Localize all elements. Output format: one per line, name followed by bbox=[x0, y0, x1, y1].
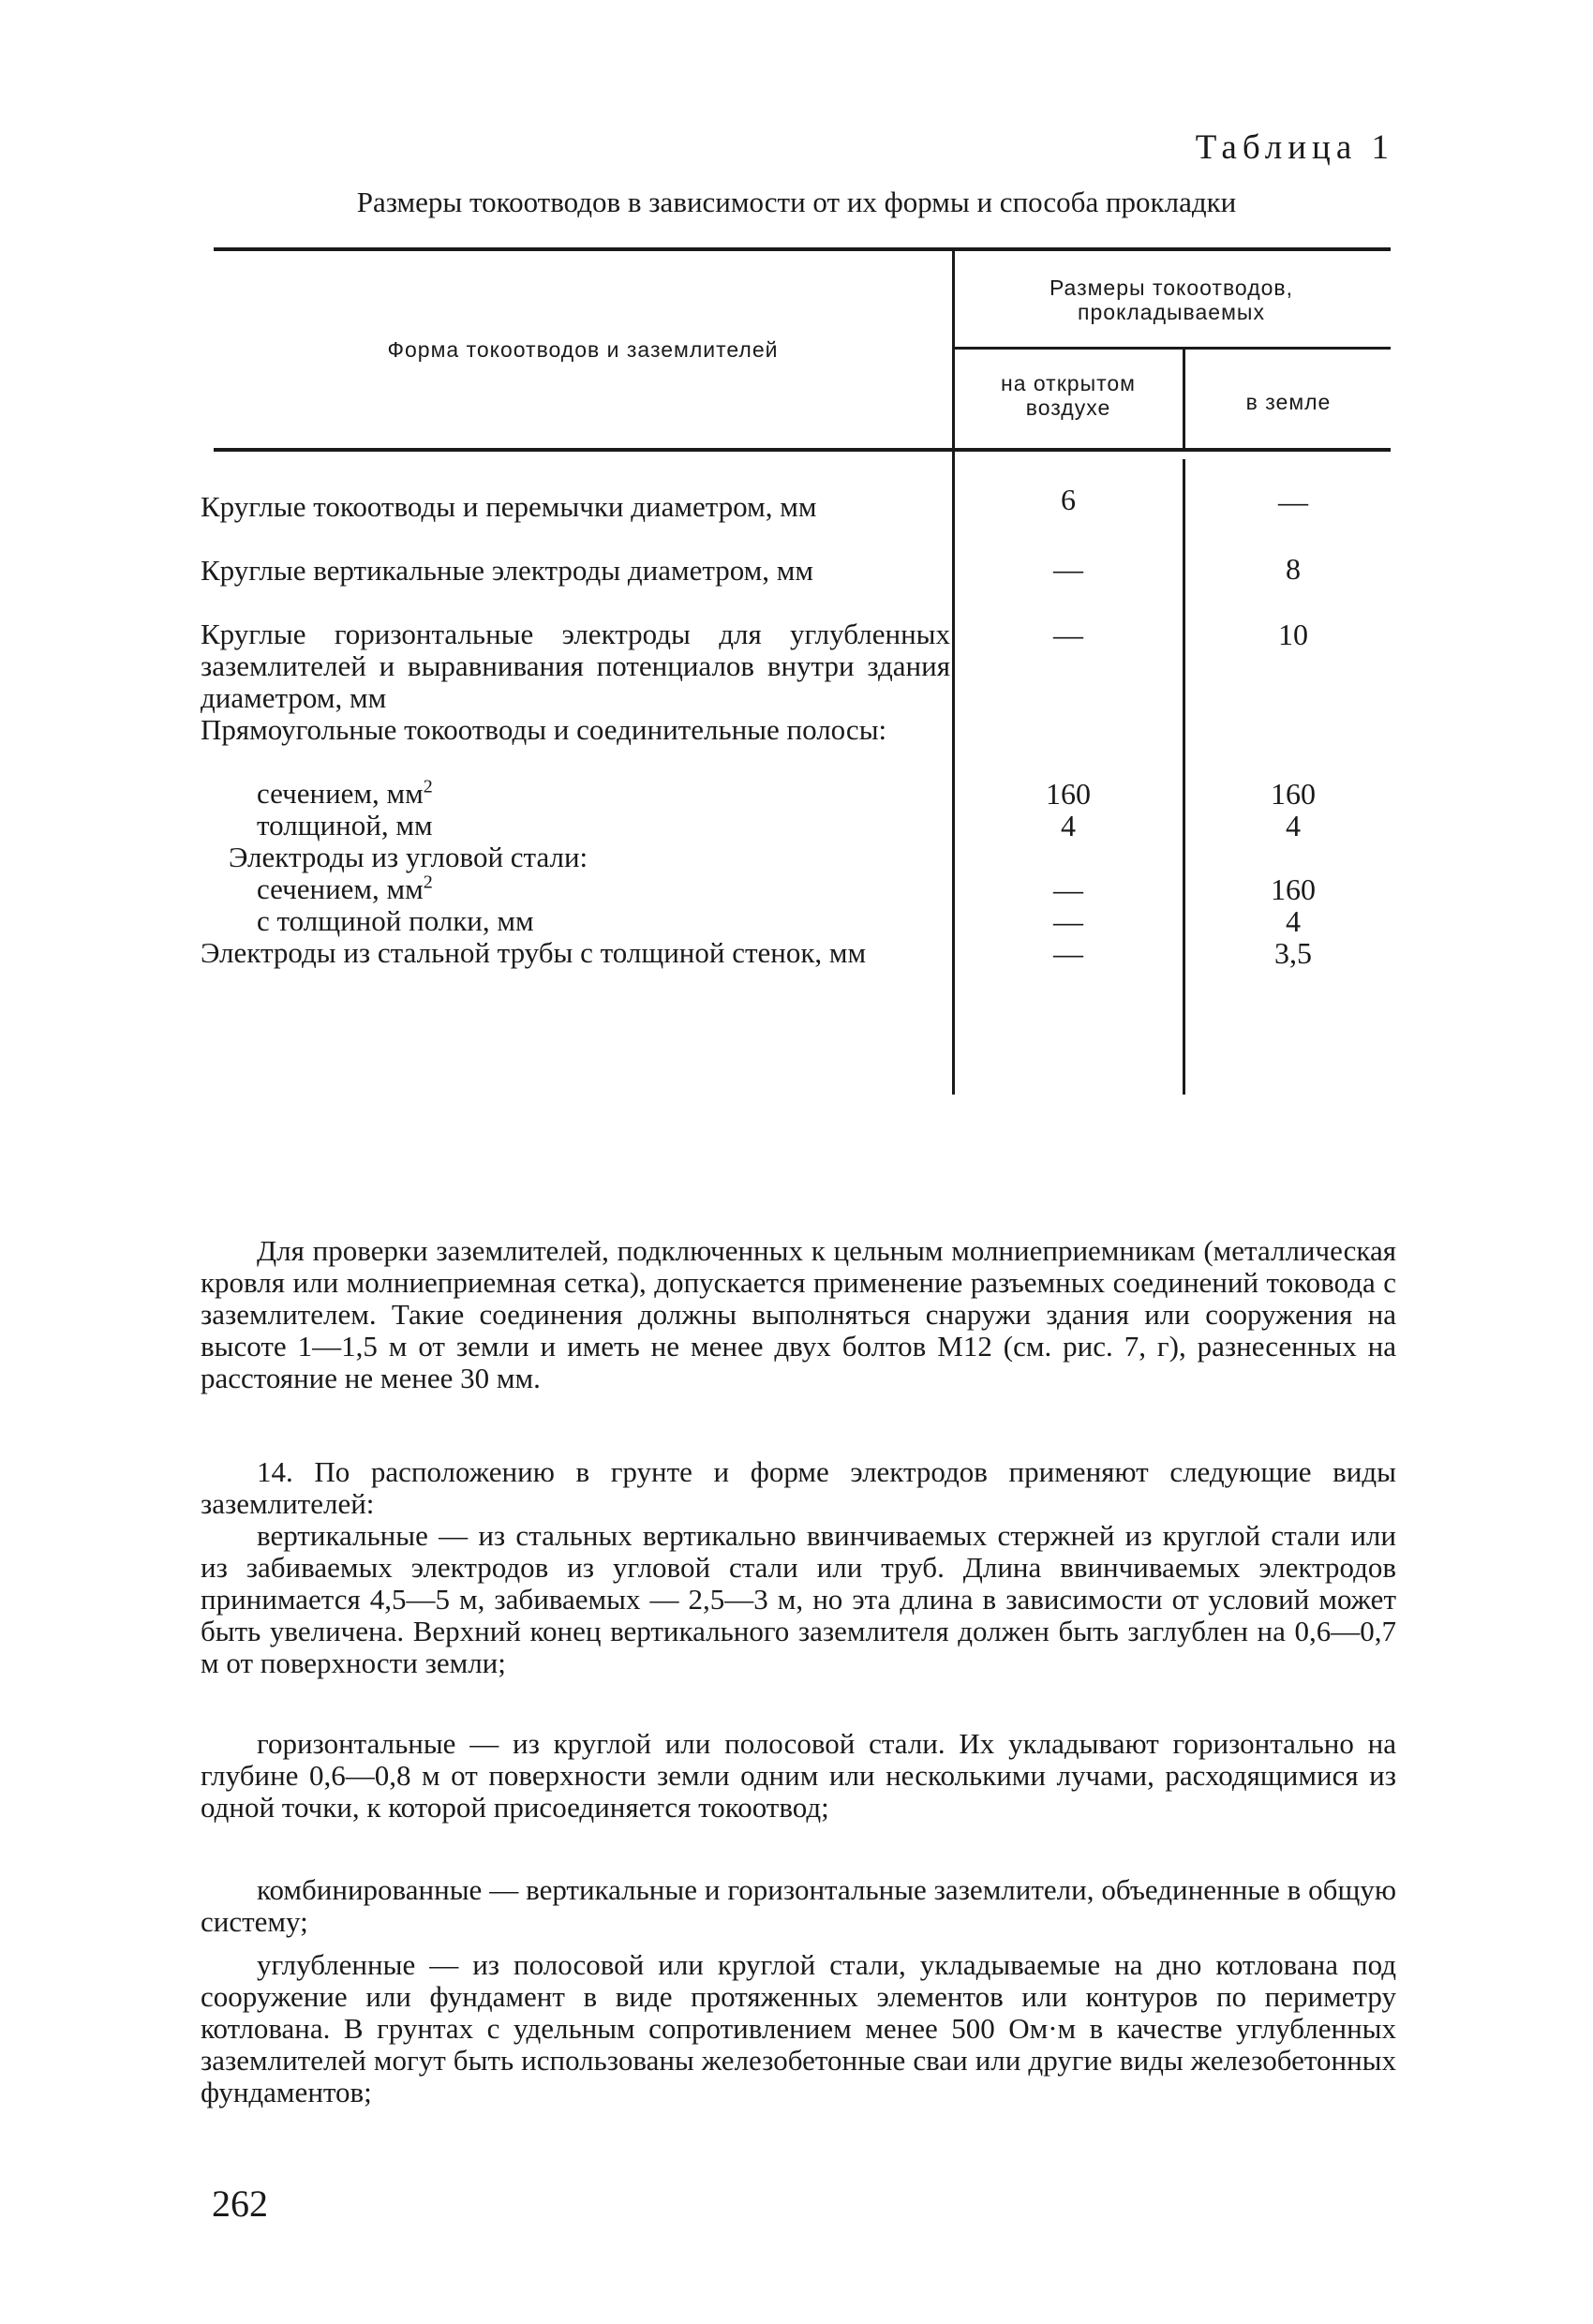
row-label-7: Электроды из угловой стали: bbox=[229, 841, 588, 873]
paragraph-1: Для проверки заземлителей, подключенных к цельным молниеприемникам (металлическая кровля или молниеприемная сетка), допускается применение разъемных соединений токовода с заземлителем. Такие соединения должны выполняться снаружи здания или сооружения на высоте 1—1,5 м от земли и иметь не менее двух болтов М12 (см. рис. 7, г), разнесенных на расстояние не менее 30 мм. bbox=[201, 1234, 1396, 1394]
cell-ground-6: 4 bbox=[1286, 809, 1301, 842]
paragraph-2: 14. По расположению в грунте и форме электродов применяют следующие виды заземлителей: bbox=[201, 1455, 1396, 1520]
header-form: Форма токоотводов и заземлителей bbox=[387, 337, 779, 362]
paragraph-6: углубленные — из полосовой или круглой стали, укладываемые на дно котлована под сооружение или фундамент в виде протяженных элементов или контуров по периметру котлована. В грунтах с удельным сопротивлением менее 500 Ом·м в качестве углубленных заземлителей могут быть использованы железобетонные сваи или другие виды железобетонных фундаментов; bbox=[201, 1948, 1396, 2108]
cell-open-air-9: — bbox=[1053, 904, 1083, 938]
table-column-divider-2-body bbox=[1183, 459, 1185, 1095]
paragraph-4: горизонтальные — из круглой или полосовой стали. Их укладывают горизонтально на глубине 0,6—0,8 м от поверхности земли одним или несколькими лучами, расходящимися из одной точки, к которой присоединяется токоотвод; bbox=[201, 1727, 1396, 1824]
table-column-divider-2 bbox=[1183, 349, 1185, 448]
table-top-rule bbox=[214, 247, 1391, 251]
cell-ground-5: 160 bbox=[1271, 777, 1316, 811]
header-ground: в земле bbox=[1245, 390, 1332, 414]
cell-open-air-6: 4 bbox=[1061, 809, 1076, 842]
cell-open-air-8: — bbox=[1053, 872, 1083, 906]
table-label: Таблица 1 bbox=[1195, 128, 1394, 167]
row-label-5: сечением, $мм^2$ bbox=[257, 776, 433, 810]
header-open-air: на открытом воздухе bbox=[1001, 371, 1136, 420]
table-column-divider-1 bbox=[952, 251, 955, 1095]
row-label-6: толщиной, мм bbox=[257, 809, 433, 842]
cell-ground-9: 4 bbox=[1286, 904, 1301, 938]
row-label-2: Круглые вертикальные электроды диаметром, мм bbox=[201, 554, 814, 587]
paragraph-3: вертикальные — из стальных вертикально ввинчиваемых стержней из круглой стали или из забиваемых электродов из угловой стали или труб. Длина ввинчиваемых электродов принимается 4,5—5 м, забиваемых — 2,5—3 м, но эта длина в зависимости от условий может быть увеличена. Верхний конец вертикального заземлителя должен быть заглублен на 0,6—0,7 м от поверхности земли; bbox=[201, 1519, 1396, 1679]
row-label-10: Электроды из стальной трубы с толщиной стенок, мм bbox=[201, 936, 867, 969]
cell-open-air-1: 6 bbox=[1061, 483, 1076, 516]
cell-ground-2: 8 bbox=[1286, 552, 1301, 586]
paragraph-5: комбинированные — вертикальные и горизонтальные заземлители, объединенные в общую систему; bbox=[201, 1873, 1396, 1938]
row-label-4: Прямоугольные токоотводы и соединительные полосы: bbox=[201, 713, 887, 746]
table-caption: Размеры токоотводов в зависимости от их формы и способа прокладки bbox=[356, 186, 1237, 218]
table-subheader-rule bbox=[954, 347, 1391, 350]
cell-ground-3: 10 bbox=[1278, 618, 1308, 651]
row-label-1: Круглые токоотводы и перемычки диаметром, мм bbox=[201, 490, 817, 523]
page-number: 262 bbox=[212, 2182, 268, 2225]
row-label-3: Круглые горизонтальные электроды для углубленных заземлителей и выравнивания потенциалов внутри здания диаметром, мм bbox=[201, 618, 950, 714]
cell-open-air-3: — bbox=[1053, 618, 1083, 651]
table-header-bottom-rule bbox=[214, 448, 1391, 452]
cell-ground-8: 160 bbox=[1271, 872, 1316, 906]
row-label-9: с толщиной полки, мм bbox=[257, 904, 534, 937]
header-sizes-group: Размеры токоотводов, прокладываемых bbox=[1049, 276, 1294, 324]
cell-ground-1: — bbox=[1278, 484, 1308, 518]
cell-ground-10: 3,5 bbox=[1274, 936, 1312, 970]
cell-open-air-10: — bbox=[1053, 936, 1083, 970]
row-label-8: сечением, $мм^2$ bbox=[257, 872, 433, 905]
cell-open-air-5: 160 bbox=[1046, 777, 1091, 811]
cell-open-air-2: — bbox=[1053, 552, 1083, 586]
